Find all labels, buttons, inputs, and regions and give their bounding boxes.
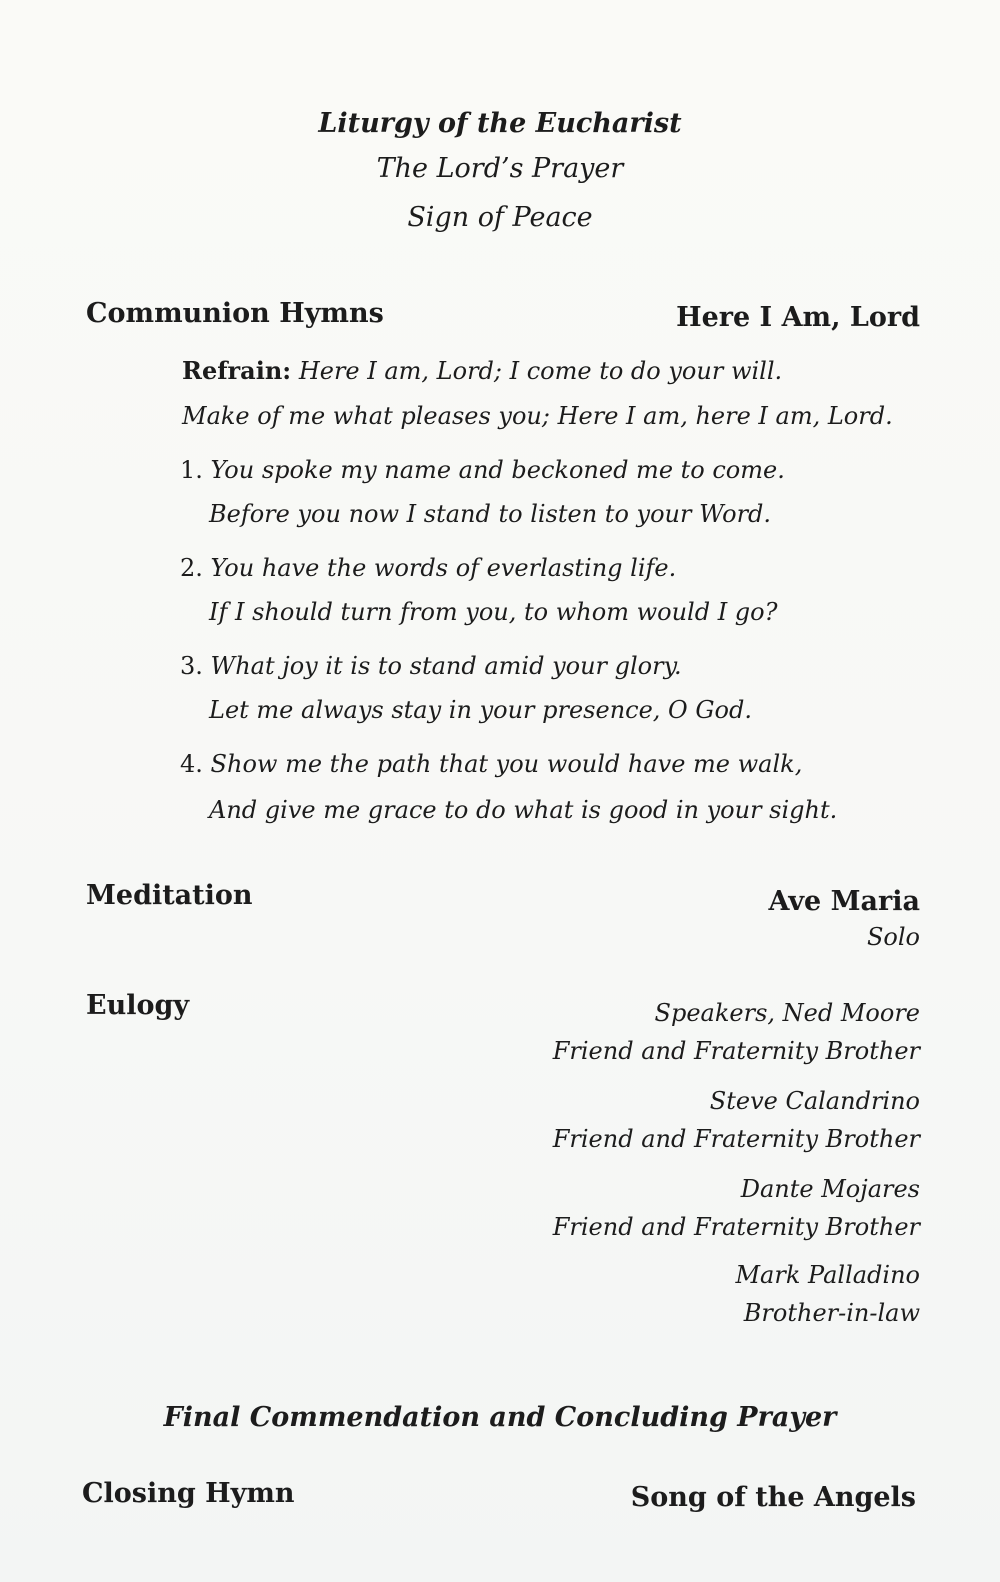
speaker-name: Speakers, Ned Moore [654, 999, 920, 1027]
communion-label: Communion Hymns [86, 298, 384, 329]
meditation-title: Ave Maria [768, 886, 920, 917]
meditation-performer: Solo [866, 923, 920, 951]
speaker-relation: Friend and Fraternity Brother [552, 1125, 920, 1153]
speaker-relation: Friend and Fraternity Brother [552, 1037, 920, 1065]
communion-hymn-title: Here I Am, Lord [676, 302, 920, 333]
lords-prayer: The Lord’s Prayer [376, 153, 624, 184]
speaker-name: Dante Mojares [740, 1175, 920, 1203]
speaker-entry [553, 1170, 920, 1246]
closing-hymn-title: Song of the Angels [630, 1482, 916, 1513]
refrain-line-2: Make of me what pleases you; Here I am, here I am, Lord. [182, 402, 893, 430]
speaker-entry [553, 1082, 920, 1158]
liturgy-section [0, 104, 1000, 242]
speaker-name: Mark Palladino [735, 1261, 920, 1289]
speaker-entry [735, 1256, 920, 1332]
sign-of-peace: Sign of Peace [407, 202, 593, 233]
verse-number: 1. [180, 456, 203, 484]
verse-number: 3. [180, 652, 203, 680]
closing-label: Closing Hymn [82, 1478, 295, 1509]
speaker-entry [553, 994, 920, 1070]
verse-line [180, 652, 682, 680]
verse-number: 4. [180, 750, 203, 778]
verse-line: And give me grace to do what is good in your sight. [209, 796, 838, 824]
verse-line: If I should turn from you, to whom would I go? [209, 598, 778, 626]
verse-line: Let me always stay in your presence, O God. [209, 696, 752, 724]
speaker-name: Steve Calandrino [709, 1087, 920, 1115]
verse-number: 2. [180, 554, 203, 582]
speaker-relation: Brother-in-law [743, 1299, 920, 1327]
liturgy-title: Liturgy of the Eucharist [318, 108, 682, 139]
refrain-label: Refrain: [182, 356, 292, 385]
meditation-label: Meditation [86, 880, 253, 911]
final-commendation: Final Commendation and Concluding Prayer [163, 1402, 837, 1433]
verse-line [180, 456, 785, 484]
verse-text: You have the words of everlasting life. [210, 554, 677, 582]
verse-text: You spoke my name and beckoned me to come. [210, 456, 785, 484]
verse-line [180, 750, 802, 778]
refrain-text-1: Here I am, Lord; I come to do your will. [298, 357, 783, 385]
verse-line [180, 554, 676, 582]
verse-text: What joy it is to stand amid your glory. [210, 652, 682, 680]
speaker-relation: Friend and Fraternity Brother [552, 1213, 920, 1241]
verse-text: Show me the path that you would have me walk, [210, 750, 803, 778]
refrain-line-1 [182, 356, 782, 385]
eulogy-label: Eulogy [86, 990, 190, 1021]
verse-line: Before you now I stand to listen to your Word. [209, 500, 772, 528]
